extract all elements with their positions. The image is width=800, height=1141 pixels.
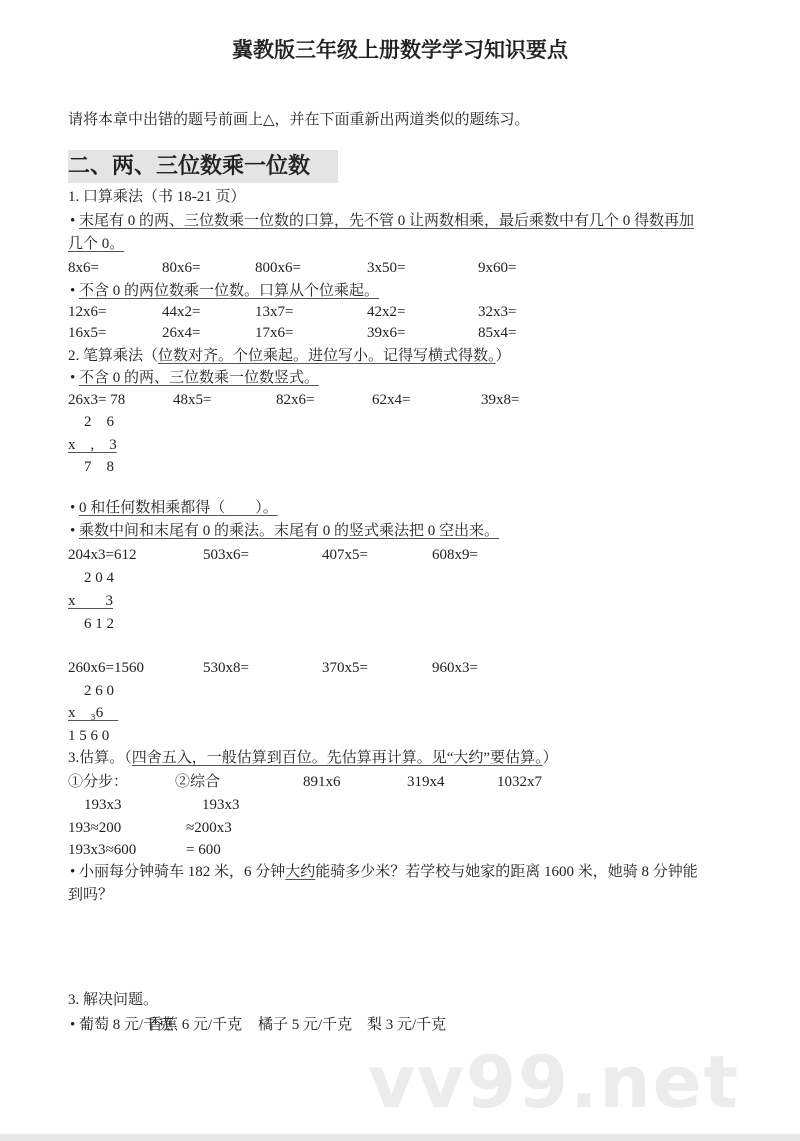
problem: 800x6= xyxy=(255,260,301,276)
text: 能骑多少米？若学校与她家的距离 1600 米，她骑 8 分钟能 xyxy=(315,864,698,880)
rule-text: 几个 0。 xyxy=(68,236,125,252)
heading-text: ） xyxy=(542,750,558,766)
problem: 204x3=612 xyxy=(68,547,137,563)
text: 大约 xyxy=(285,864,316,880)
problem: 32x3= xyxy=(478,304,517,320)
bullet: • 乘数中间和末尾有 0 的乘法。末尾有 0 的竖式乘法把 0 空出来。 xyxy=(70,523,500,539)
heading-text: 2. 笔算乘法（ xyxy=(68,348,159,364)
problem: 891x6 xyxy=(303,774,341,790)
problem: 26x4= xyxy=(162,325,201,341)
heading-1: 1. 口算乘法（书 18-21 页） xyxy=(68,189,246,205)
rule-text: 不含 0 的两、三位数乘一位数竖式。 xyxy=(79,370,320,386)
text: 小丽每分钟骑车 182 米，6 分钟 xyxy=(79,864,286,880)
problem: 26x3= 78 xyxy=(68,392,126,408)
problem: 48x5= xyxy=(173,392,212,408)
label: ①分步： xyxy=(68,774,129,790)
problem: 42x2= xyxy=(367,304,406,320)
problem: 80x6= xyxy=(162,260,201,276)
label: ②综合 xyxy=(175,774,221,790)
vertical-calc: x 3 xyxy=(68,593,114,609)
price-item: • 葡萄 8 元/千克 xyxy=(70,1017,174,1033)
estimate-step: ≈200x3 xyxy=(186,820,232,836)
bullet: • 不含 0 的两、三位数乘一位数竖式。 xyxy=(70,370,320,386)
word-problem: • 小丽每分钟骑车 182 米，6 分钟大约能骑多少米？若学校与她家的距离 1600 米，她骑 8 分钟能 xyxy=(70,864,698,880)
bullet: • 0 和任何数相乘都得（ ）。 xyxy=(70,500,278,516)
heading-2 xyxy=(68,346,511,366)
estimate-step: 193x3 xyxy=(202,797,240,813)
problem: 1032x7 xyxy=(497,774,542,790)
vertical-calc: 1 5 6 0 xyxy=(68,728,110,744)
estimate-step: 193x3 xyxy=(84,797,122,813)
vertical-calc: 2 6 xyxy=(84,414,115,430)
estimate-step: = 600 xyxy=(186,842,221,858)
problem: 503x6= xyxy=(203,547,249,563)
vertical-calc: 2 6 0 xyxy=(84,683,114,699)
problem: 260x6=1560 xyxy=(68,660,144,676)
vertical-calc: 6 1 2 xyxy=(84,616,114,632)
problem: 3x50= xyxy=(367,260,406,276)
estimate-step: 193≈200 xyxy=(68,820,122,836)
price-text: 葡萄 8 元/千克 xyxy=(79,1017,174,1033)
problem: 13x7= xyxy=(255,304,294,320)
section-heading: 二、两、三位数乘一位数 xyxy=(68,150,338,183)
word-problem-cont: 到吗？ xyxy=(68,887,114,903)
rule-text: 不含 0 的两位数乘一位数。口算从个位乘起。 xyxy=(79,283,380,299)
vertical-calc: x ₃6 xyxy=(68,705,119,721)
watermark: vv99.net xyxy=(368,1040,740,1124)
problem: 39x6= xyxy=(367,325,406,341)
problem: 9x60= xyxy=(478,260,517,276)
problem: 85x4= xyxy=(478,325,517,341)
instruction: 请将本章中出错的题号前画上△，并在下面重新出两道类似的题练习。 xyxy=(68,112,530,128)
problem: 960x3= xyxy=(432,660,478,676)
problem: 370x5= xyxy=(322,660,368,676)
vertical-calc: x , 3 xyxy=(68,437,117,453)
heading-text: ） xyxy=(495,348,511,364)
price-item: 梨 3 元/千克 xyxy=(367,1017,447,1033)
vertical-calc: 2 0 4 xyxy=(84,570,114,586)
heading-underlined: 四舍五入，一般估算到百位。先估算再计算。见“大约”要估算。 xyxy=(131,750,543,766)
page-title: 冀教版三年级上册数学学习知识要点 xyxy=(232,38,568,62)
estimate-step: 193x3≈600 xyxy=(68,842,137,858)
problem: 530x8= xyxy=(203,660,249,676)
problem: 16x5= xyxy=(68,325,107,341)
rule-text: 末尾有 0 的两、三位数乘一位数的口算，先不管 0 让两数相乘，最后乘数中有几个 0 得数再加 xyxy=(79,213,695,229)
bullet: • 不含 0 的两位数乘一位数。口算从个位乘起。 xyxy=(70,283,380,299)
page-edge xyxy=(0,1134,800,1141)
heading-underlined: 位数对齐。个位乘起。进位写小。记得写横式得数。 xyxy=(158,348,496,364)
heading-text: 3.估算。（ xyxy=(68,750,132,766)
problem: 407x5= xyxy=(322,547,368,563)
problem: 8x6= xyxy=(68,260,99,276)
price-item: 香蕉 6 元/千克 xyxy=(148,1017,243,1033)
problem: 62x4= xyxy=(372,392,411,408)
heading-4: 3. 解决问题。 xyxy=(68,992,159,1008)
problem: 17x6= xyxy=(255,325,294,341)
problem: 82x6= xyxy=(276,392,315,408)
heading-3 xyxy=(68,748,558,768)
problem: 12x6= xyxy=(68,304,107,320)
vertical-calc: 7 8 xyxy=(84,459,115,475)
rule-text: 乘数中间和末尾有 0 的乘法。末尾有 0 的竖式乘法把 0 空出来。 xyxy=(79,523,500,539)
problem: 39x8= xyxy=(481,392,520,408)
problem: 319x4 xyxy=(407,774,445,790)
rule-text: 0 和任何数相乘都得（ ）。 xyxy=(79,500,278,516)
bullet: • 末尾有 0 的两、三位数乘一位数的口算，先不管 0 让两数相乘，最后乘数中有几个 0 得数再加 xyxy=(70,213,695,229)
problem: 608x9= xyxy=(432,547,478,563)
price-item: 橘子 5 元/千克 xyxy=(258,1017,353,1033)
problem: 44x2= xyxy=(162,304,201,320)
